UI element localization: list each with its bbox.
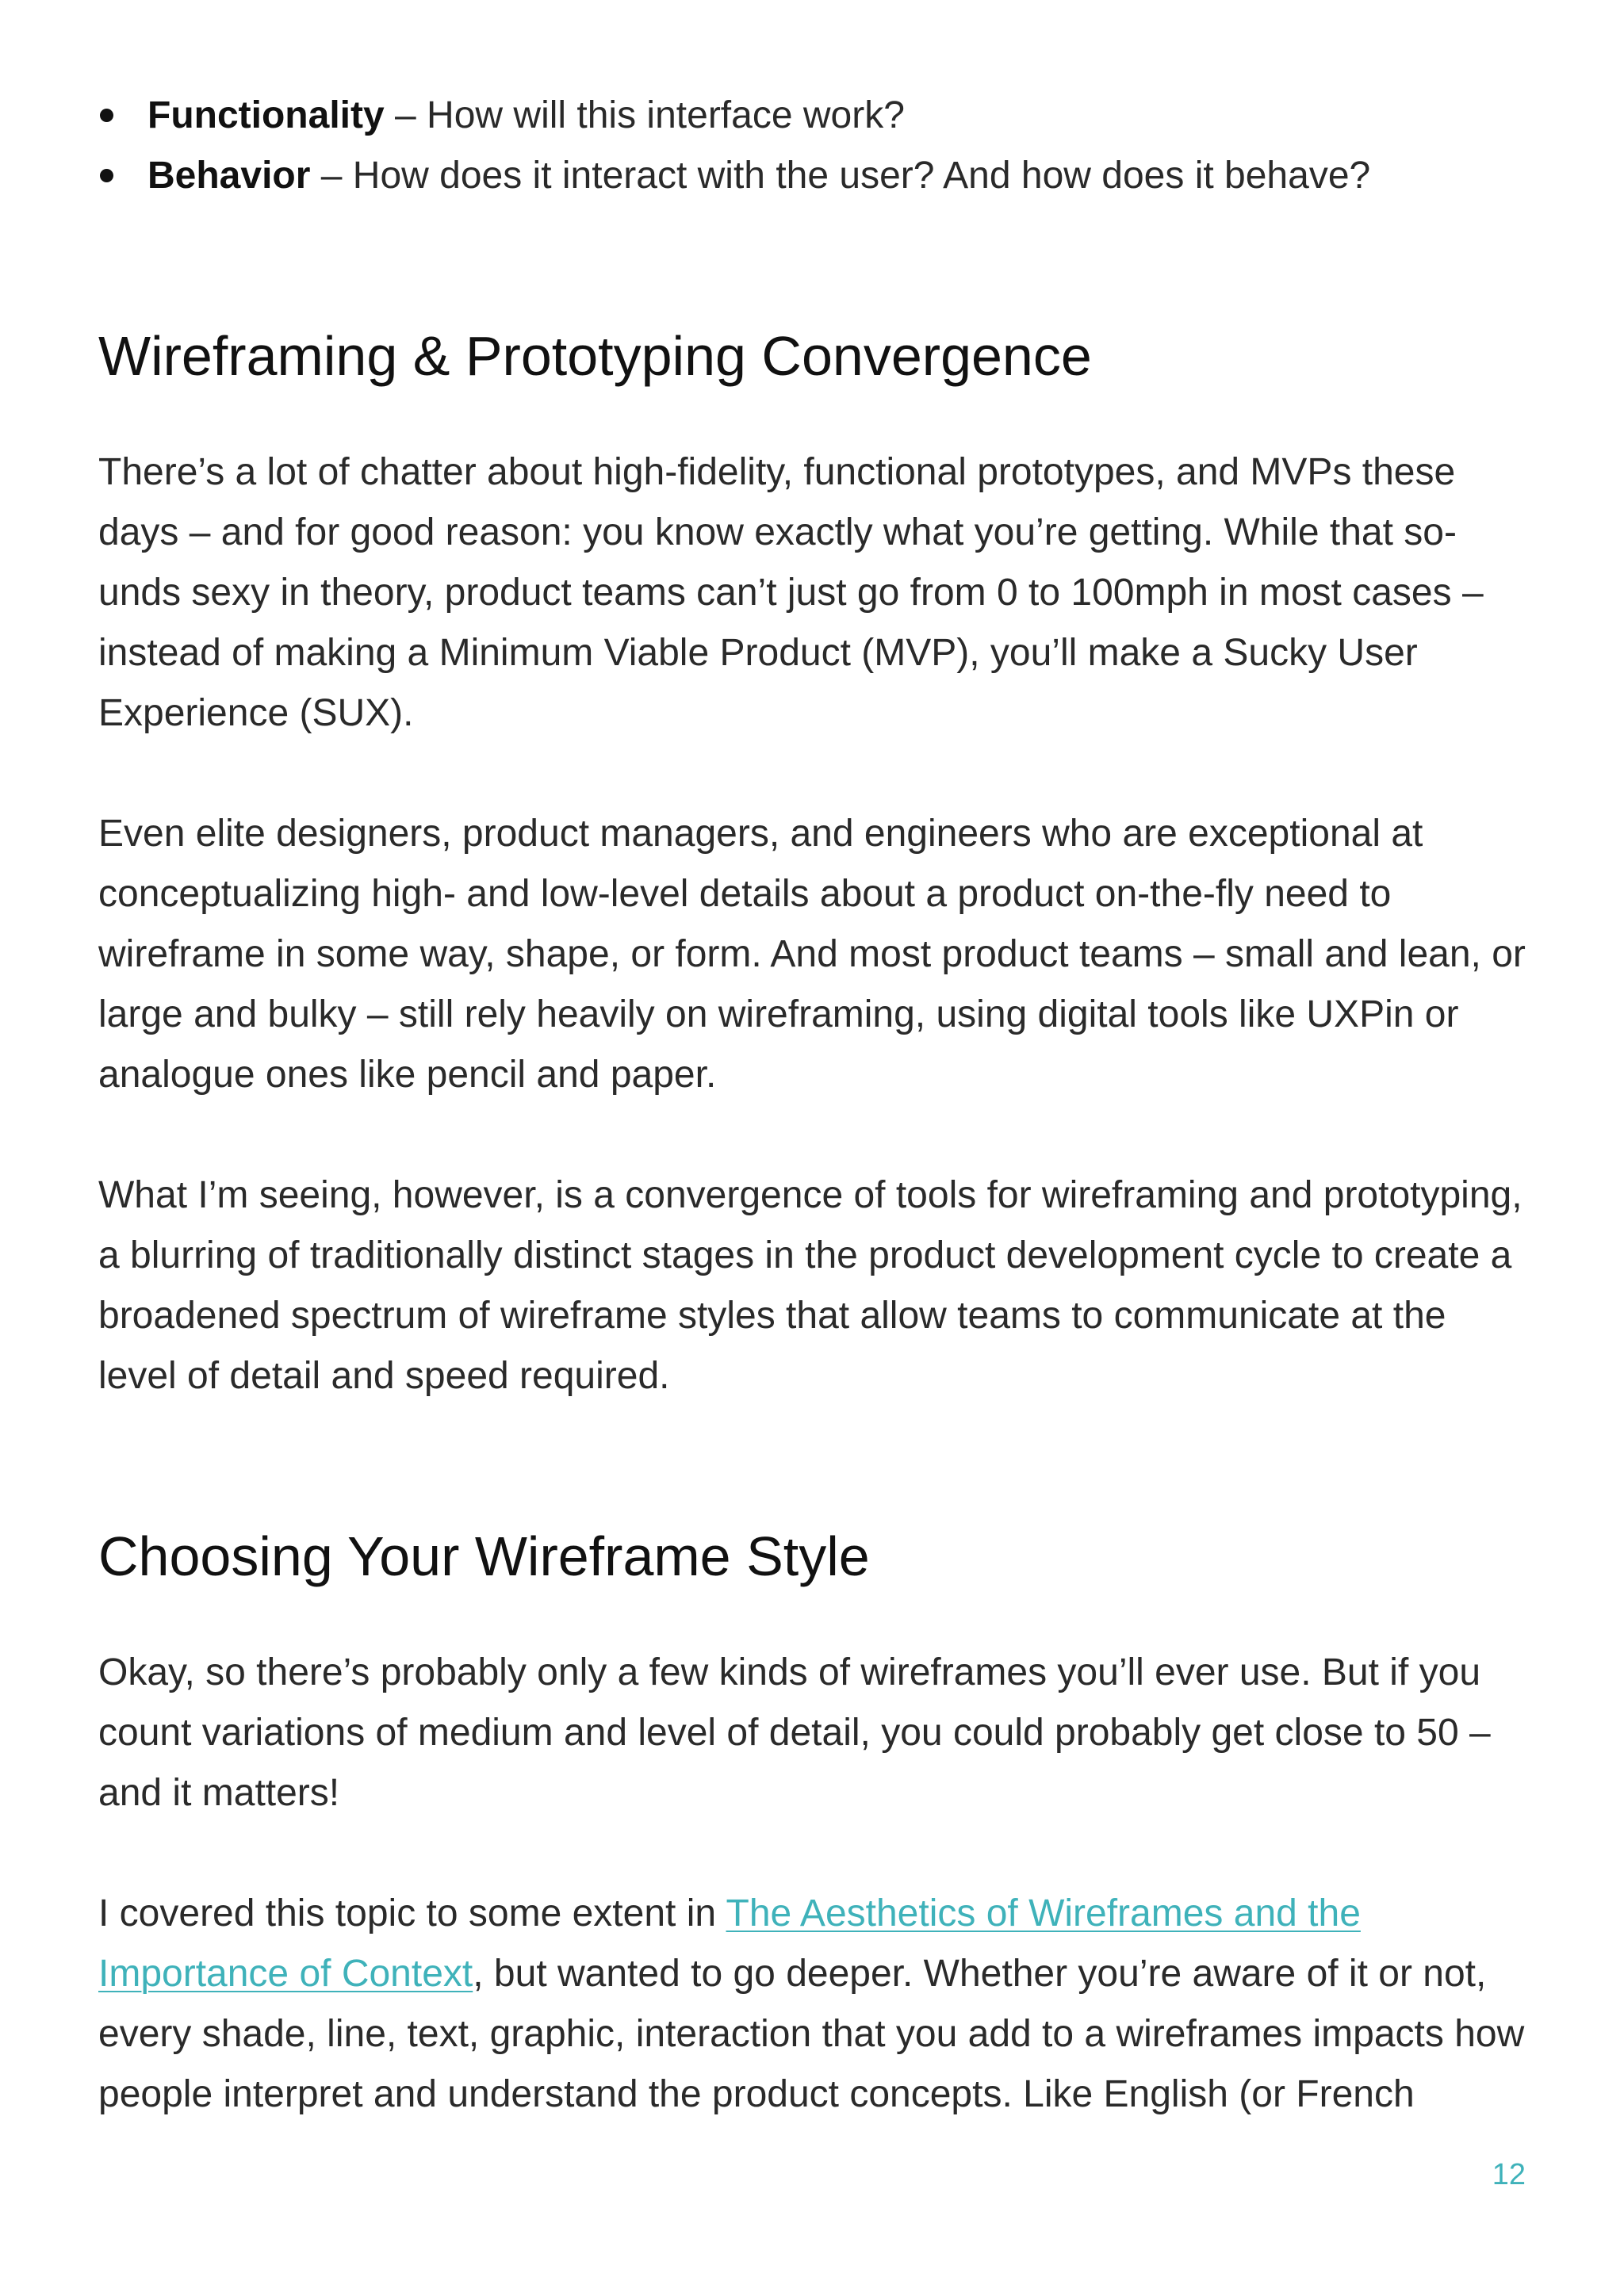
paragraph: Even elite designers, product managers, and engineers who are exceptional at conceptualizing high- and low-level details about a product on-the-fly need to wireframe in some way, shape, or form. And most product teams – small and lean, or large and bulky – still rely heavily on wireframing, using digital tools like UXPin or analogue ones like pencil and paper. bbox=[98, 813, 1526, 1096]
paragraph: What I’m seeing, however, is a convergence of tools for wireframing and prototyping, a blurring of traditionally distinct stages in the product development cycle to create a broadened spectrum of wireframe styles that allow teams to communicate at the level of detail and speed required. bbox=[98, 1174, 1522, 1397]
bullet-term: Functionality bbox=[147, 94, 385, 136]
document-page bbox=[98, 86, 1526, 2125]
section-heading-wireframe-style: Choosing Your Wireframe Style bbox=[98, 1525, 870, 1587]
list-item bbox=[98, 86, 1526, 146]
bullet-icon bbox=[100, 169, 113, 182]
paragraph-text-after: , but wanted to go deeper. Whether you’re aware of it or not, every shade, line, text, graphic, interaction that you add to a wireframes impacts how people interpret and understand the product concepts. Like English (or French bbox=[98, 1953, 1525, 2115]
page-number: 12 bbox=[1492, 2158, 1526, 2191]
section-heading-convergence: Wireframing & Prototyping Convergence bbox=[98, 325, 1092, 387]
bullet-list bbox=[98, 86, 1526, 206]
paragraph: Okay, so there’s probably only a few kinds of wireframes you’ll ever use. But if you count variations of medium and level of detail, you could probably get close to 50 – and it matters! bbox=[98, 1651, 1491, 1814]
paragraph-text-before: I covered this topic to some extent in bbox=[98, 1892, 726, 1934]
paragraph: There’s a lot of chatter about high-fidelity, functional prototypes, and MVPs these days – and for good reason: you know exactly what you’re getting. While that so-unds sexy in theory, product teams can’t just go from 0 to 100mph in most cases – instead of making a Minimum Viable Product (MVP), you’ll make a Sucky User Experience (SUX). bbox=[98, 451, 1484, 734]
bullet-icon bbox=[100, 109, 113, 122]
bullet-text: – How does it interact with the user? And how does it behave? bbox=[310, 155, 1371, 197]
paragraph-with-link bbox=[98, 1884, 1526, 2125]
list-item bbox=[98, 146, 1526, 206]
bullet-term: Behavior bbox=[147, 155, 311, 197]
aesthetics-of-wireframes-link[interactable]: The Aesthetics of Wireframes and the Importance of Context bbox=[98, 1892, 1361, 1995]
bullet-text: – How will this interface work? bbox=[384, 94, 905, 136]
